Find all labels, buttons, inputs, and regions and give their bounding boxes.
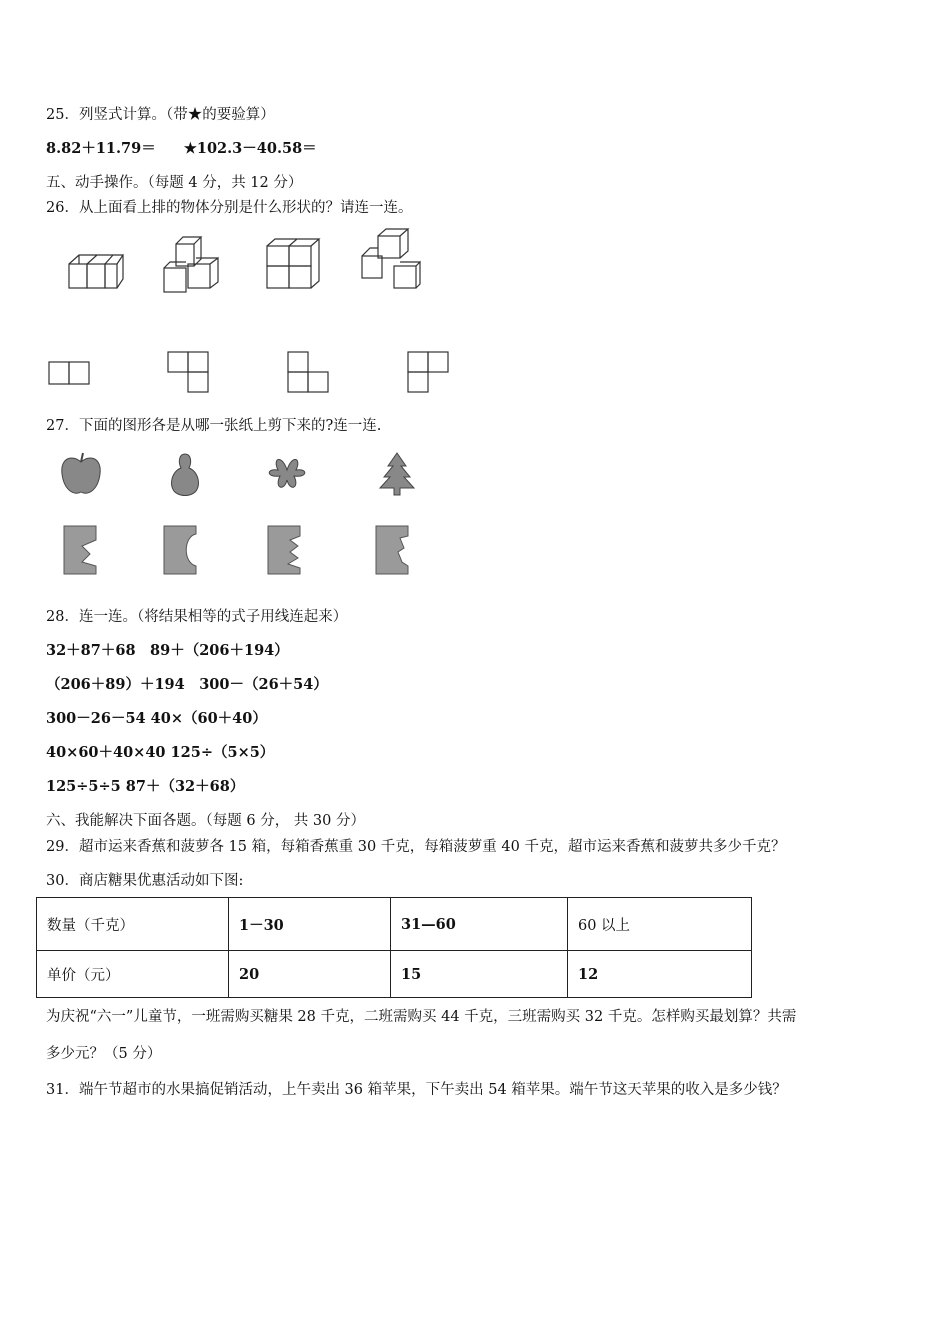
apple-shape-icon [58, 450, 104, 498]
table-cell: 31—60 [391, 898, 568, 951]
table-row [37, 951, 752, 998]
q30-question-line1: 为庆祝“六一”儿童节，一班需购买糖果 28 千克，二班需购买 44 千克，三班需购买 32 千克。怎样购买最划算？共需 [46, 1009, 797, 1025]
q25-expr1: 8.82＋11.79＝ [46, 140, 156, 157]
q30-title: 30．商店糖果优惠活动如下图: [46, 873, 244, 889]
top-view-4 [406, 350, 452, 396]
section5-title: 五、动手操作。（每题 4 分，共 12 分） [46, 175, 303, 191]
top-view-3 [286, 350, 332, 396]
table-cell: 60 以上 [568, 898, 752, 951]
cut-paper-1 [60, 522, 100, 578]
q31-text: 31．端午节超市的水果搞促销活动，上午卖出 36 箱苹果，下午卖出 54 箱苹果。端午节这天苹果的收入是多少钱？ [46, 1082, 787, 1098]
price-table [36, 897, 752, 998]
cube-figure-4 [358, 226, 424, 292]
flower-shape-icon [264, 450, 310, 498]
q28-row-1: 32＋87＋68 89＋（206＋194） [46, 642, 289, 659]
top-view-1 [48, 360, 92, 386]
section6-title: 六、我能解决下面各题。（每题 6 分， 共 30 分） [46, 813, 365, 829]
cut-paper-4 [372, 522, 412, 578]
q28-row-2: （206＋89）＋194 300－（26＋54） [46, 676, 328, 693]
q28-title: 28．连一连。（将结果相等的式子用线连起来） [46, 609, 348, 625]
cut-paper-2 [160, 522, 200, 578]
table-cell: 1－30 [229, 898, 391, 951]
q25-title: 25．列竖式计算。（带★的要验算） [46, 107, 275, 123]
tree-shape-icon [374, 450, 420, 498]
q27-title: 27．下面的图形各是从哪一张纸上剪下来的?连一连. [46, 418, 382, 434]
cut-paper-3 [264, 522, 304, 578]
table-cell: 15 [391, 951, 568, 998]
table-cell: 12 [568, 951, 752, 998]
q28-row-4: 40×60＋40×40 125÷（5×5） [46, 744, 275, 761]
top-view-2 [166, 350, 212, 396]
q25-expressions [46, 137, 317, 158]
table-row [37, 898, 752, 951]
q30-question-line2: 多少元？（5 分） [46, 1046, 162, 1062]
q25-expr2: ★102.3－40.58＝ [183, 140, 317, 157]
cube-figure-3 [264, 236, 322, 292]
table-cell: 单价（元） [37, 951, 229, 998]
table-cell: 数量（千克） [37, 898, 229, 951]
cube-figure-2 [160, 234, 226, 296]
q28-row-3: 300－26－54 40×（60＋40） [46, 710, 267, 727]
table-cell: 20 [229, 951, 391, 998]
gourd-shape-icon [162, 450, 208, 498]
q26-title: 26．从上面看上排的物体分别是什么形状的？请连一连。 [46, 200, 413, 216]
q28-row-5: 125÷5÷5 87＋（32＋68） [46, 778, 245, 795]
cube-figure-1 [66, 250, 126, 292]
q29-text: 29．超市运来香蕉和菠萝各 15 箱，每箱香蕉重 30 千克，每箱菠萝重 40 千克，超市运来香蕉和菠萝共多少千克？ [46, 839, 786, 855]
